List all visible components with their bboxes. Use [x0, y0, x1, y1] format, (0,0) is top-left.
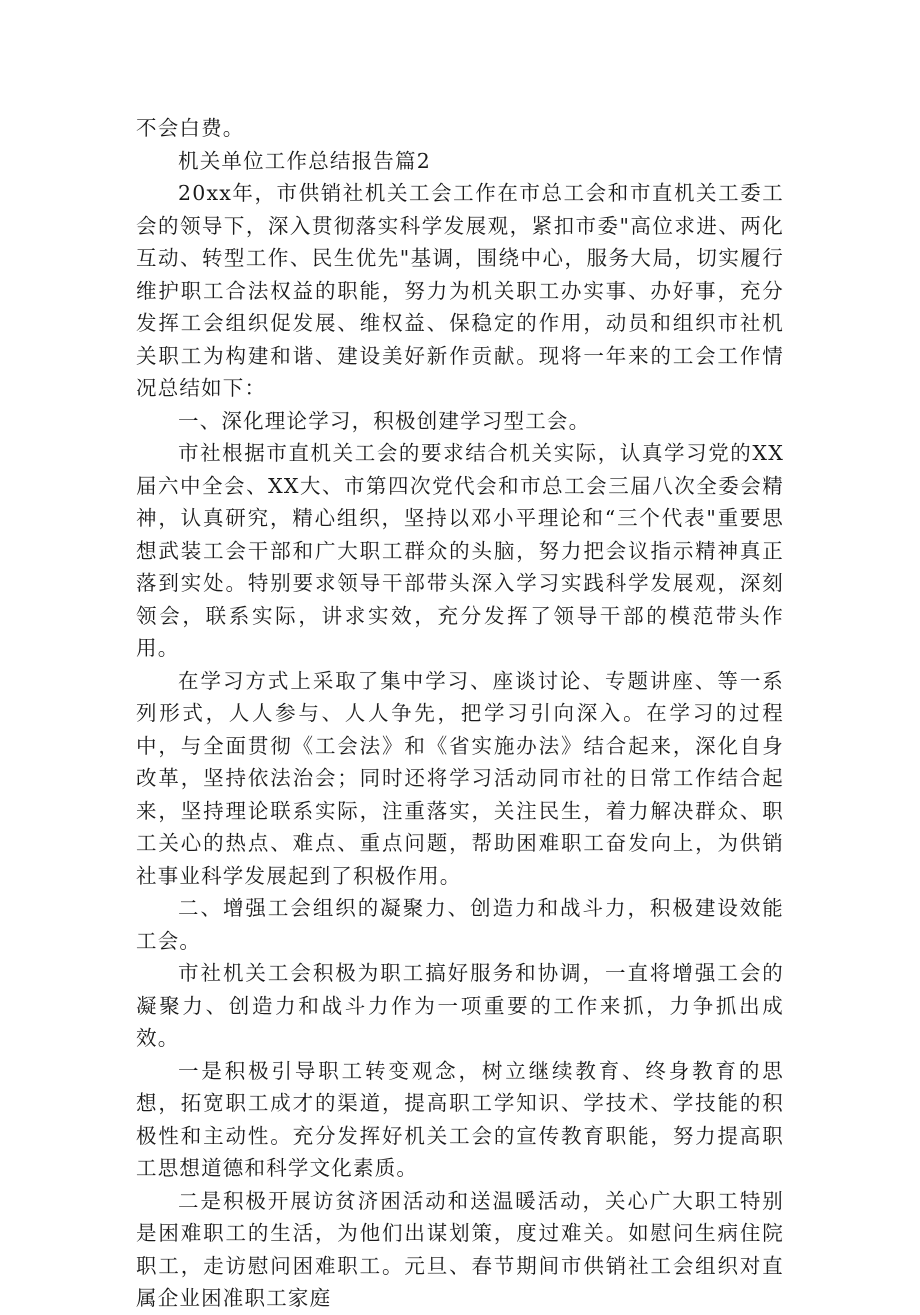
paragraph-continuation: 不会白费。 [136, 116, 245, 140]
paragraph-section2-b: 一是积极引导职工转变观念，树立继续教育、终身教育的思想，拓宽职工成才的渠道，提高职工学知识、学技术、学技能的积极性和主动性。充分发挥好机关工会的宣传教育职能，努力提高职工思想道德和科学文化素质。 [136, 1058, 784, 1180]
paragraph-section2-a: 市社机关工会积极为职工搞好服务和协调，一直将增强工会的凝聚力、创造力和战斗力作为一项重要的工作来抓，力争抓出成效。 [136, 961, 784, 1050]
paragraph-section2-c: 二是积极开展访贫济困活动和送温暖活动，关心广大职工特别是困难职工的生活，为他们出谋划策，度过难关。如慰问生病住院职工，走访慰问困难职工。元旦、春节期间市供销社工会组织对直属企业困准职工家庭 [136, 1188, 784, 1310]
section-heading-1: 一、深化理论学习，积极创建学习型工会。 [178, 408, 591, 433]
section-heading-2: 二、增强工会组织的凝聚力、创造力和战斗力，积极建设效能工会。 [136, 896, 784, 953]
paragraph-section1-b: 在学习方式上采取了集中学习、座谈讨论、专题讲座、等一系列形式，人人参与、人人争先，把学习引向深入。在学习的过程中，与全面贯彻《工会法》和《省实施办法》结合起来，深化自身改革，坚持依法治会；同时还将学习活动同市社的日常工作结合起来，坚持理论联系实际，注重落实，关注民生，着力解决群众、职工关心的热点、难点、重点问题，帮助困难职工奋发向上，为供销社事业科学发展起到了积极作用。 [136, 668, 784, 888]
document-title: 机关单位工作总结报告篇2 [178, 148, 431, 173]
paragraph-intro: 20xx年，市供销社机关工会工作在市总工会和市直机关工委工会的领导下，深入贯彻落实科学发展观，紧扣市委"高位求进、两化互动、转型工作、民生优先"基调，围绕中心，服务大局，切实履行维护职工合法权益的职能，努力为机关职工办实事、办好事，充分发挥工会组织促发展、维权益、保稳定的作用，动员和组织市社机关职工为构建和谐、建设美好新作贡献。现将一年来的工会工作情况总结如下： [136, 181, 784, 400]
document-body [136, 112, 784, 1315]
paragraph-section1-a: 市社根据市直机关工会的要求结合机关实际，认真学习党的XX届六中全会、XX大、市第四次党代会和市总工会三届八次全委会精神，认真研究，精心组织，坚持以邓小平理论和“三个代表"重要思想武装工会干部和广大职工群众的头脑，努力把会议指示精神真正落到实处。特别要求领导干部带头深入学习实践科学发展观，深刻领会，联系实际，讲求实效，充分发挥了领导干部的模范带头作用。 [136, 441, 784, 660]
